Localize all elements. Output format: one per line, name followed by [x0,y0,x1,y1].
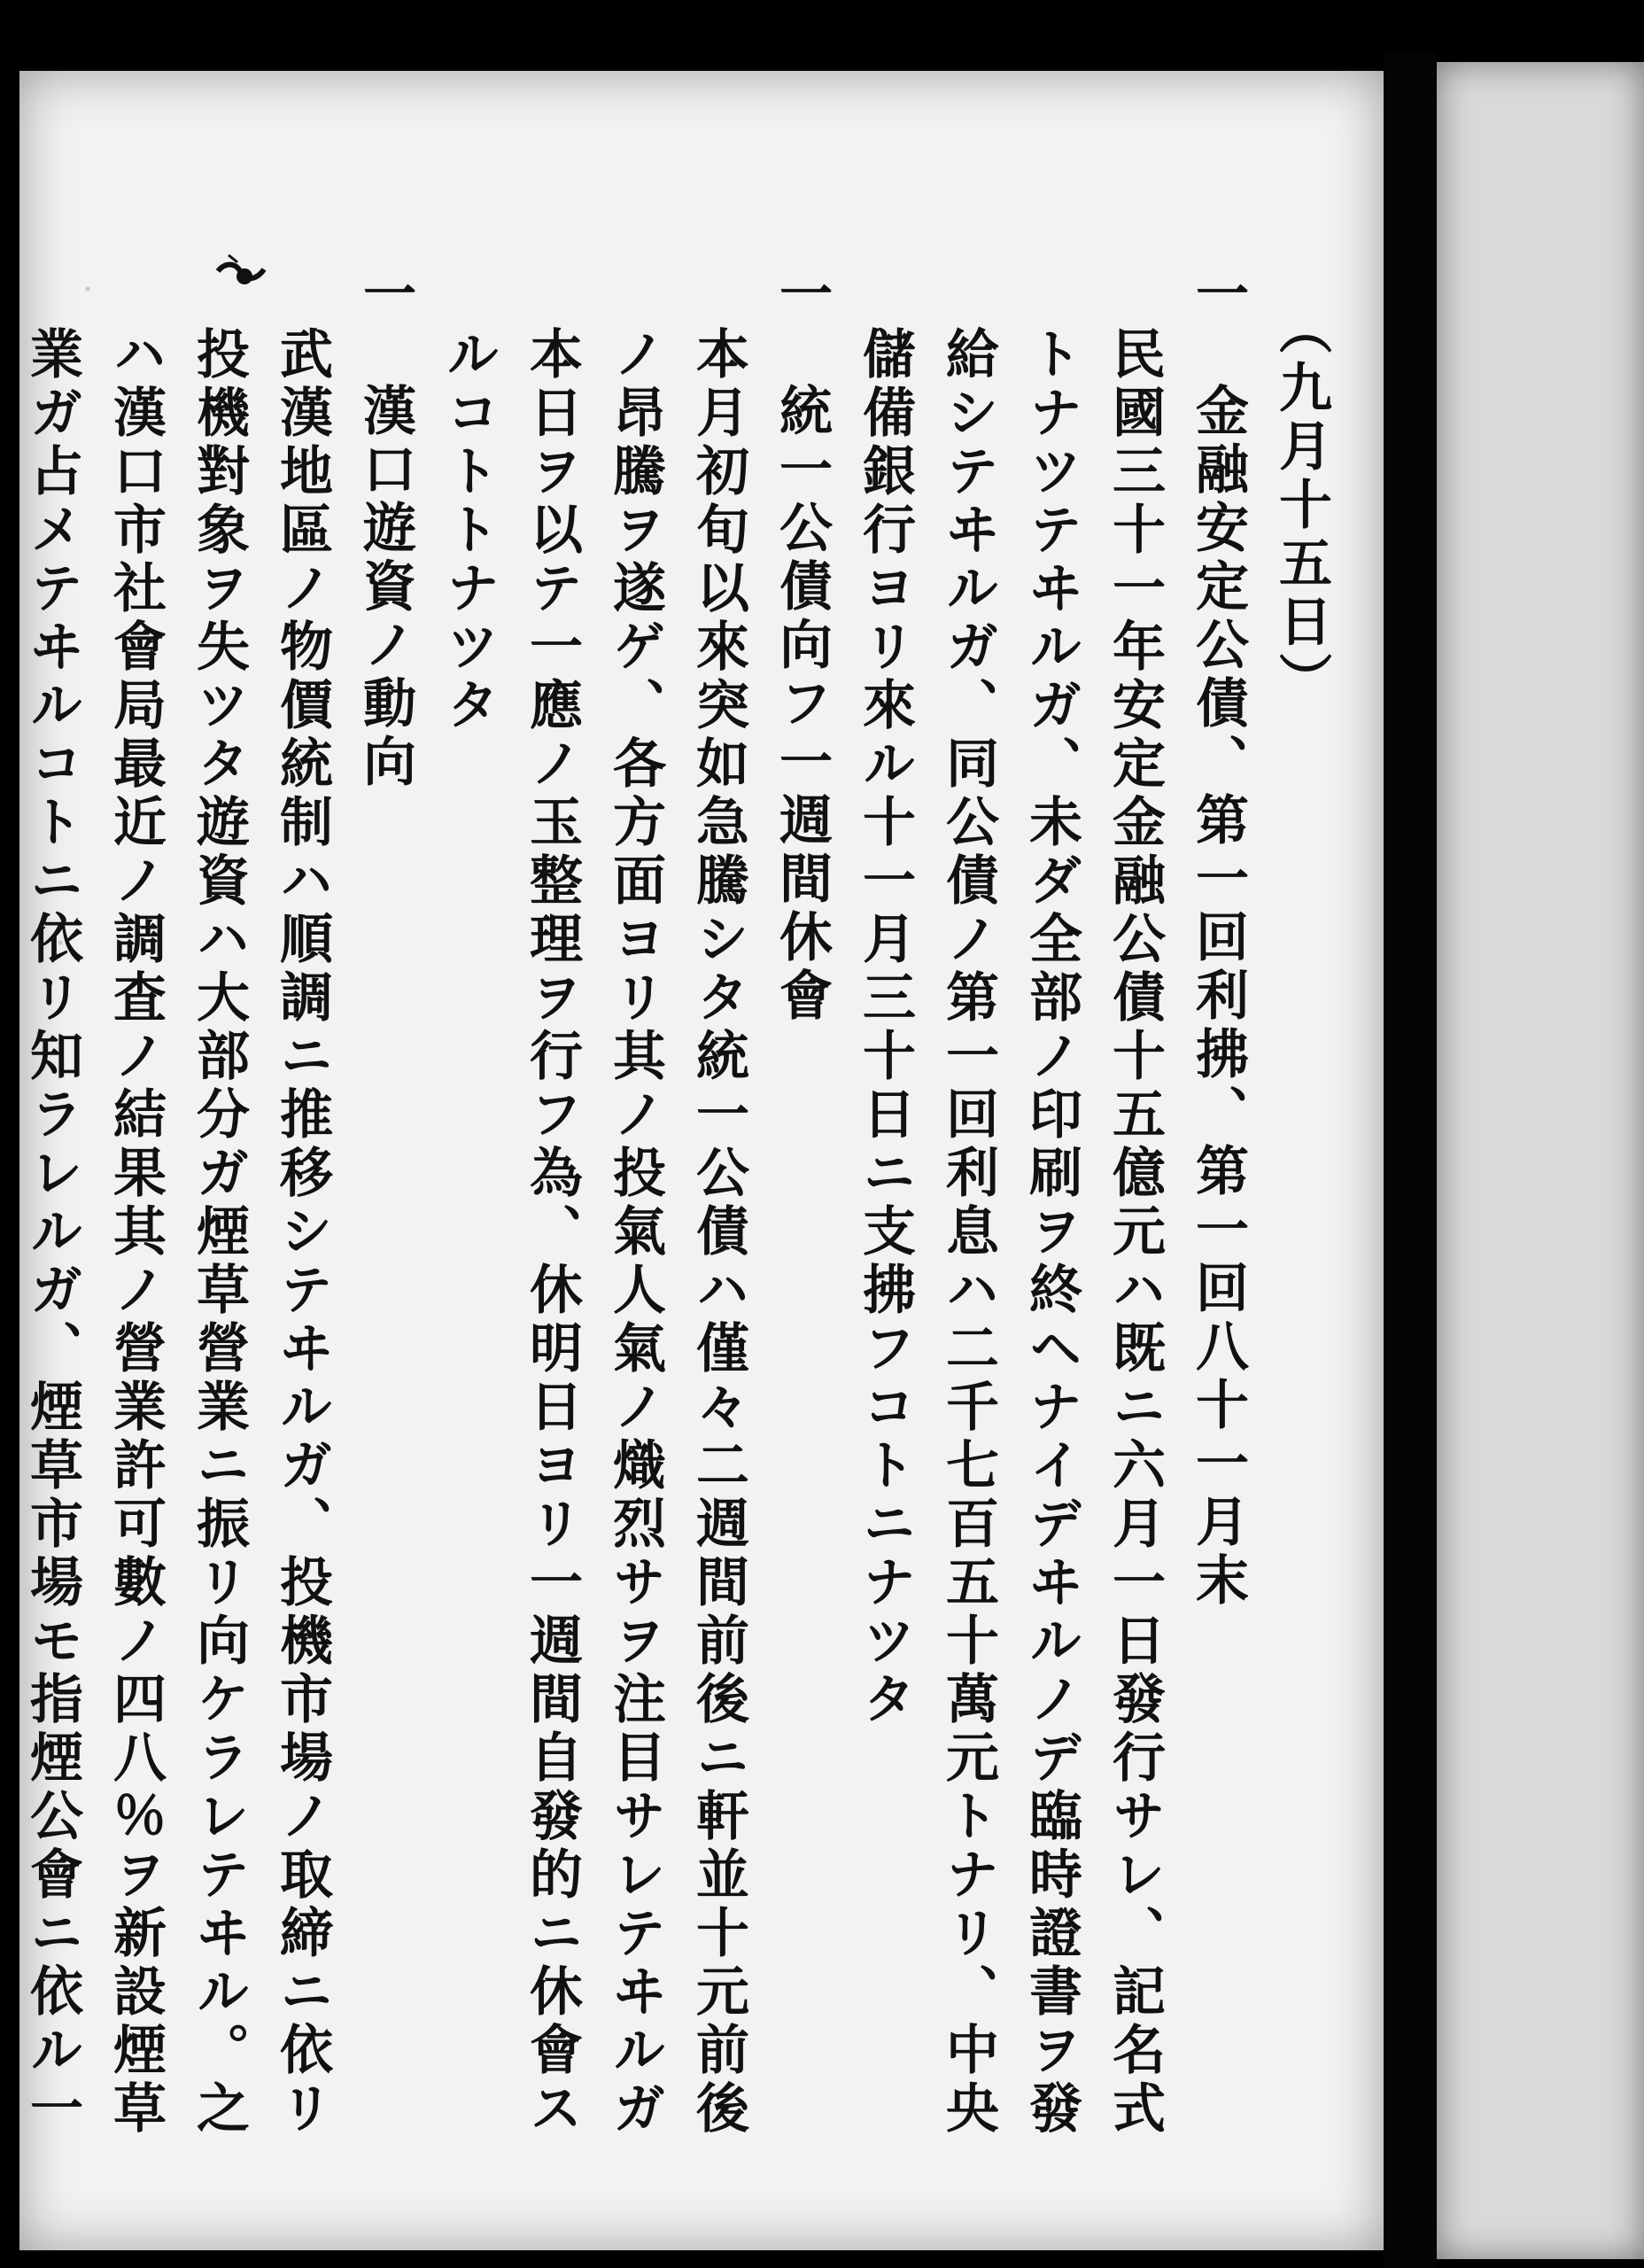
section-heading-unified-bond: 一 統一公債向フ一週間休會 [771,266,833,1026]
facing-page-edge [1437,62,1644,2259]
vertical-text-body [0,266,1343,2259]
text-line: トナツテヰルガ、未ダ全部ノ印刷ヲ終ヘナイデヰルノデ臨時證書ヲ發 [1020,326,1082,2139]
text-line: ルコトトナツタ [438,326,500,735]
text-line: 民國三十一年安定金融公債十五億元ハ既ニ六月一日發行サレ、記名式 [1104,326,1166,2139]
section-heading-hankou-funds: 一 漢口遊資ノ動向 [354,266,416,792]
text-line: 給シテヰルガ、同公債ノ第一回利息ハ二千七百五十萬元トナリ、中央 [937,326,999,2139]
text-line: 武漢地區ノ物價統制ハ順調ニ推移シテヰルガ、投機市場ノ取締ニ依リ [271,326,333,2139]
text-line: 投機對象ヲ失ツタ遊資ハ大部分ガ煙草營業ニ振リ向ケラレテヰル。之 [188,326,250,2139]
text-line: 業ガ占メテヰルコトニ依リ知ラレルガ、煙草市場モ指煙公會ニ依ル一 [21,326,83,2139]
text-line: ハ漢口市社會局最近ノ調査ノ結果其ノ營業許可數ノ四八％ヲ新設煙草 [105,326,167,2139]
text-line: 儲備銀行ヨリ來ル十一月三十日ニ支拂フコトニナツタ [854,326,916,1729]
text-line: 本日ヲ以テ一應ノ玉整理ヲ行フ為、休明日ヨリ一週間自發的ニ休會ス [521,326,583,2139]
date-heading: （九月十五日） [1270,301,1332,711]
text-line [0,266,11,2259]
text-line: 本月初旬以來突如急騰シタ統一公債ハ僅々二週間前後ニ軒並十元前後 [687,326,749,2139]
section-heading-bond-interest: 一 金融安定公債、第一回利拂、第一回八十一月末 [1187,266,1249,1611]
text-line: ノ昂騰ヲ遂ゲ、各方面ヨリ其ノ投氣人氣ノ熾烈サヲ注目サレテヰルガ [604,326,666,2139]
book-spine [1384,53,1437,2268]
